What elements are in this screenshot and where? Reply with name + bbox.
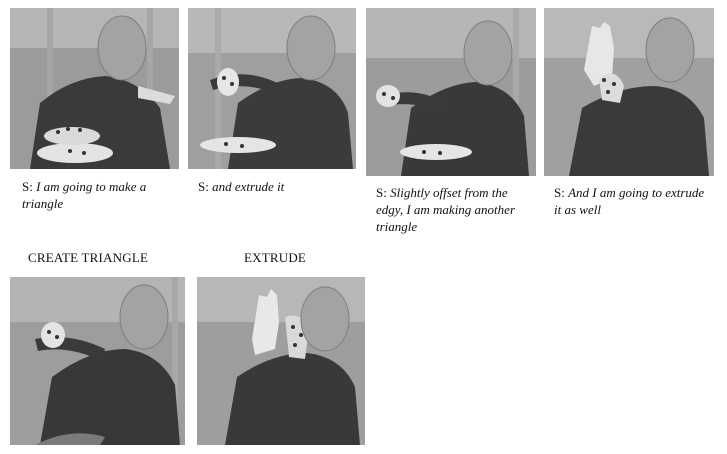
photo-extrude-as-well [544, 8, 714, 176]
caption-quote: Slightly offset from the edgy, I am making another triangle [376, 185, 516, 234]
caption-speaker: S: [376, 185, 387, 200]
photo-offset-triangle [366, 8, 536, 176]
photo-make-triangle [10, 8, 179, 169]
photo-create-triangle-gesture [10, 277, 185, 445]
caption-extrude-as-well [554, 184, 714, 218]
caption-offset-triangle [376, 184, 536, 235]
caption-speaker: S: [554, 185, 565, 200]
photo-extrude-it [188, 8, 356, 169]
caption-speaker: S: [22, 179, 33, 194]
gesture-label-extrude: EXTRUDE [244, 250, 307, 265]
caption-quote: I am going to make a triangle [22, 179, 147, 211]
gesture-label-create-triangle: CREATE TRIANGLE [28, 250, 149, 265]
caption-make-triangle [22, 178, 182, 212]
photo-extrude-gesture [197, 277, 365, 445]
caption-speaker: S: [198, 179, 209, 194]
caption-extrude-it [198, 178, 358, 195]
caption-quote: and extrude it [212, 179, 285, 194]
caption-quote: And I am going to extrude it as well [554, 185, 705, 217]
